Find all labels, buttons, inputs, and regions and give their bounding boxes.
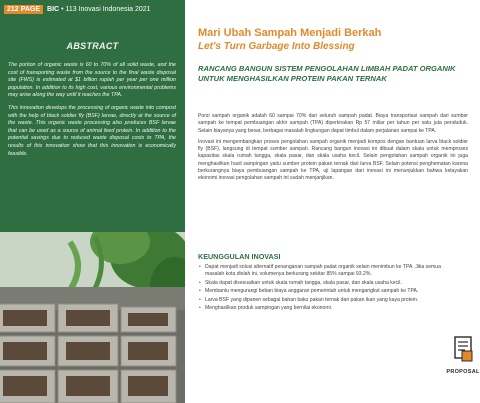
publication-info: [47, 6, 151, 13]
subtitle: RANCANG BANGUN SISTEM PENGOLAHAN LIMBAH PADAT ORGANIK UNTUK MENGHASILKAN PROTEIN PAKAN TERNAK: [198, 64, 456, 83]
publisher-name: BIC: [47, 6, 60, 13]
proposal-link[interactable]: [446, 336, 480, 375]
page-header: [4, 5, 151, 14]
keunggulan-title: KEUNGGULAN INOVASI: [198, 252, 281, 261]
list-item: • Larva BSF yang dipanen sebagai bahan baku pakan ternak dan pakan ikan yang kaya protein.: [198, 297, 460, 304]
proposal-document-icon: [451, 336, 475, 362]
abstract-text: [8, 62, 176, 163]
body-text: [198, 113, 468, 187]
abstract-title: ABSTRACT: [66, 41, 119, 51]
left-panel: [0, 0, 185, 403]
title-english: Let's Turn Garbage Into Blessing: [198, 41, 355, 52]
edition-name: • 113 Inovasi Indonesia 2021: [61, 6, 151, 13]
abstract-paragraph: This innovation develops the processing of organic waste into compost with the help of black soldier fly (BSF) larvae, directly at the source of the waste. This organic waste processing also produces BSF larvae that can be used as a source of animal feed protein. In addition to the potential savings due to reduced waste disposal costs to TPA, the results of this innovation show that this innovation is economically feasible.: [8, 104, 176, 157]
title-indonesian: Mari Ubah Sampah Menjadi Berkah: [198, 27, 382, 39]
list-item: • Membantu mengurangi beban biaya anggaran pemerintah untuk mengangkut sampah ke TPA.: [198, 288, 460, 295]
body-paragraph: Inovasi ini mengembangkan proses pengolahan sampah organik menjadi kompos dengan bantuan larva black soldier fly (BSF), langsung di tempat sumber sampah. Rancang bangun inovasi ini dibuat dalam skala untuk memproses kapasitas skala rumah tangga, skala pasar, dan skala usaha kecil. Selain pengolahan sampah organik ini juga menghasilkan hasil sampingan yaitu sumber protein pakan ternak dari larva BSF. Selain potensi penghematan karena berkurangnya biaya pembuangan sampah ke TPA, uji lapangan dari inovasi ini menunjukkan bahwa kelayakan ekonomi inovasi pengolahan sampah ini sudah menjanjikan.: [198, 138, 468, 182]
list-item: • Dapat menjadi solusi alternatif penanganan sampah padat organik selain menimbun ke TPA. Jika semua masalah kota diolah ini, volumenya berkurang sekitar 85% sampai 93.2%.: [198, 264, 460, 279]
list-item: • Skala dapat disesuaikan untuk skala rumah tangga, skala pasar, dan skala usaha kecil.: [198, 280, 460, 287]
page-number-badge: [4, 5, 43, 14]
list-item: • Menghasilkan produk sampingan yang bernilai ekonomi.: [198, 305, 460, 312]
compost-bins-photo: [0, 232, 185, 403]
photo-illustration: [0, 232, 185, 403]
page-number: 212: [7, 6, 19, 13]
body-paragraph: Porsi sampah organik adalah 60 sampai 70% dari seluruh sampah padat. Biaya transportasi sampah dari sumber sampah ke tempat pembuangan akhir sampah (TPA) diperkirakan Rp 57 miliar per tahun per satu juta penduduk. Selain biayanya yang besar, berbagai masalah lingkungan dapat timbul dalam perjalanan sampai ke TPA.: [198, 113, 468, 134]
main-content: [196, 0, 480, 403]
keunggulan-list: [198, 264, 460, 314]
abstract-paragraph: The portion of organic waste is 60 to 70% of all solid waste, and the cost of transporting waste from the source to the final waste disposal site (FWS) is estimated at $1 billion rupiah per year per one million population. In addition to its high cost, various environmental problems may arise along the way until it reaches the TPA.: [8, 62, 176, 99]
page-word: PAGE: [20, 6, 41, 13]
proposal-label: PROPOSAL: [446, 369, 480, 375]
